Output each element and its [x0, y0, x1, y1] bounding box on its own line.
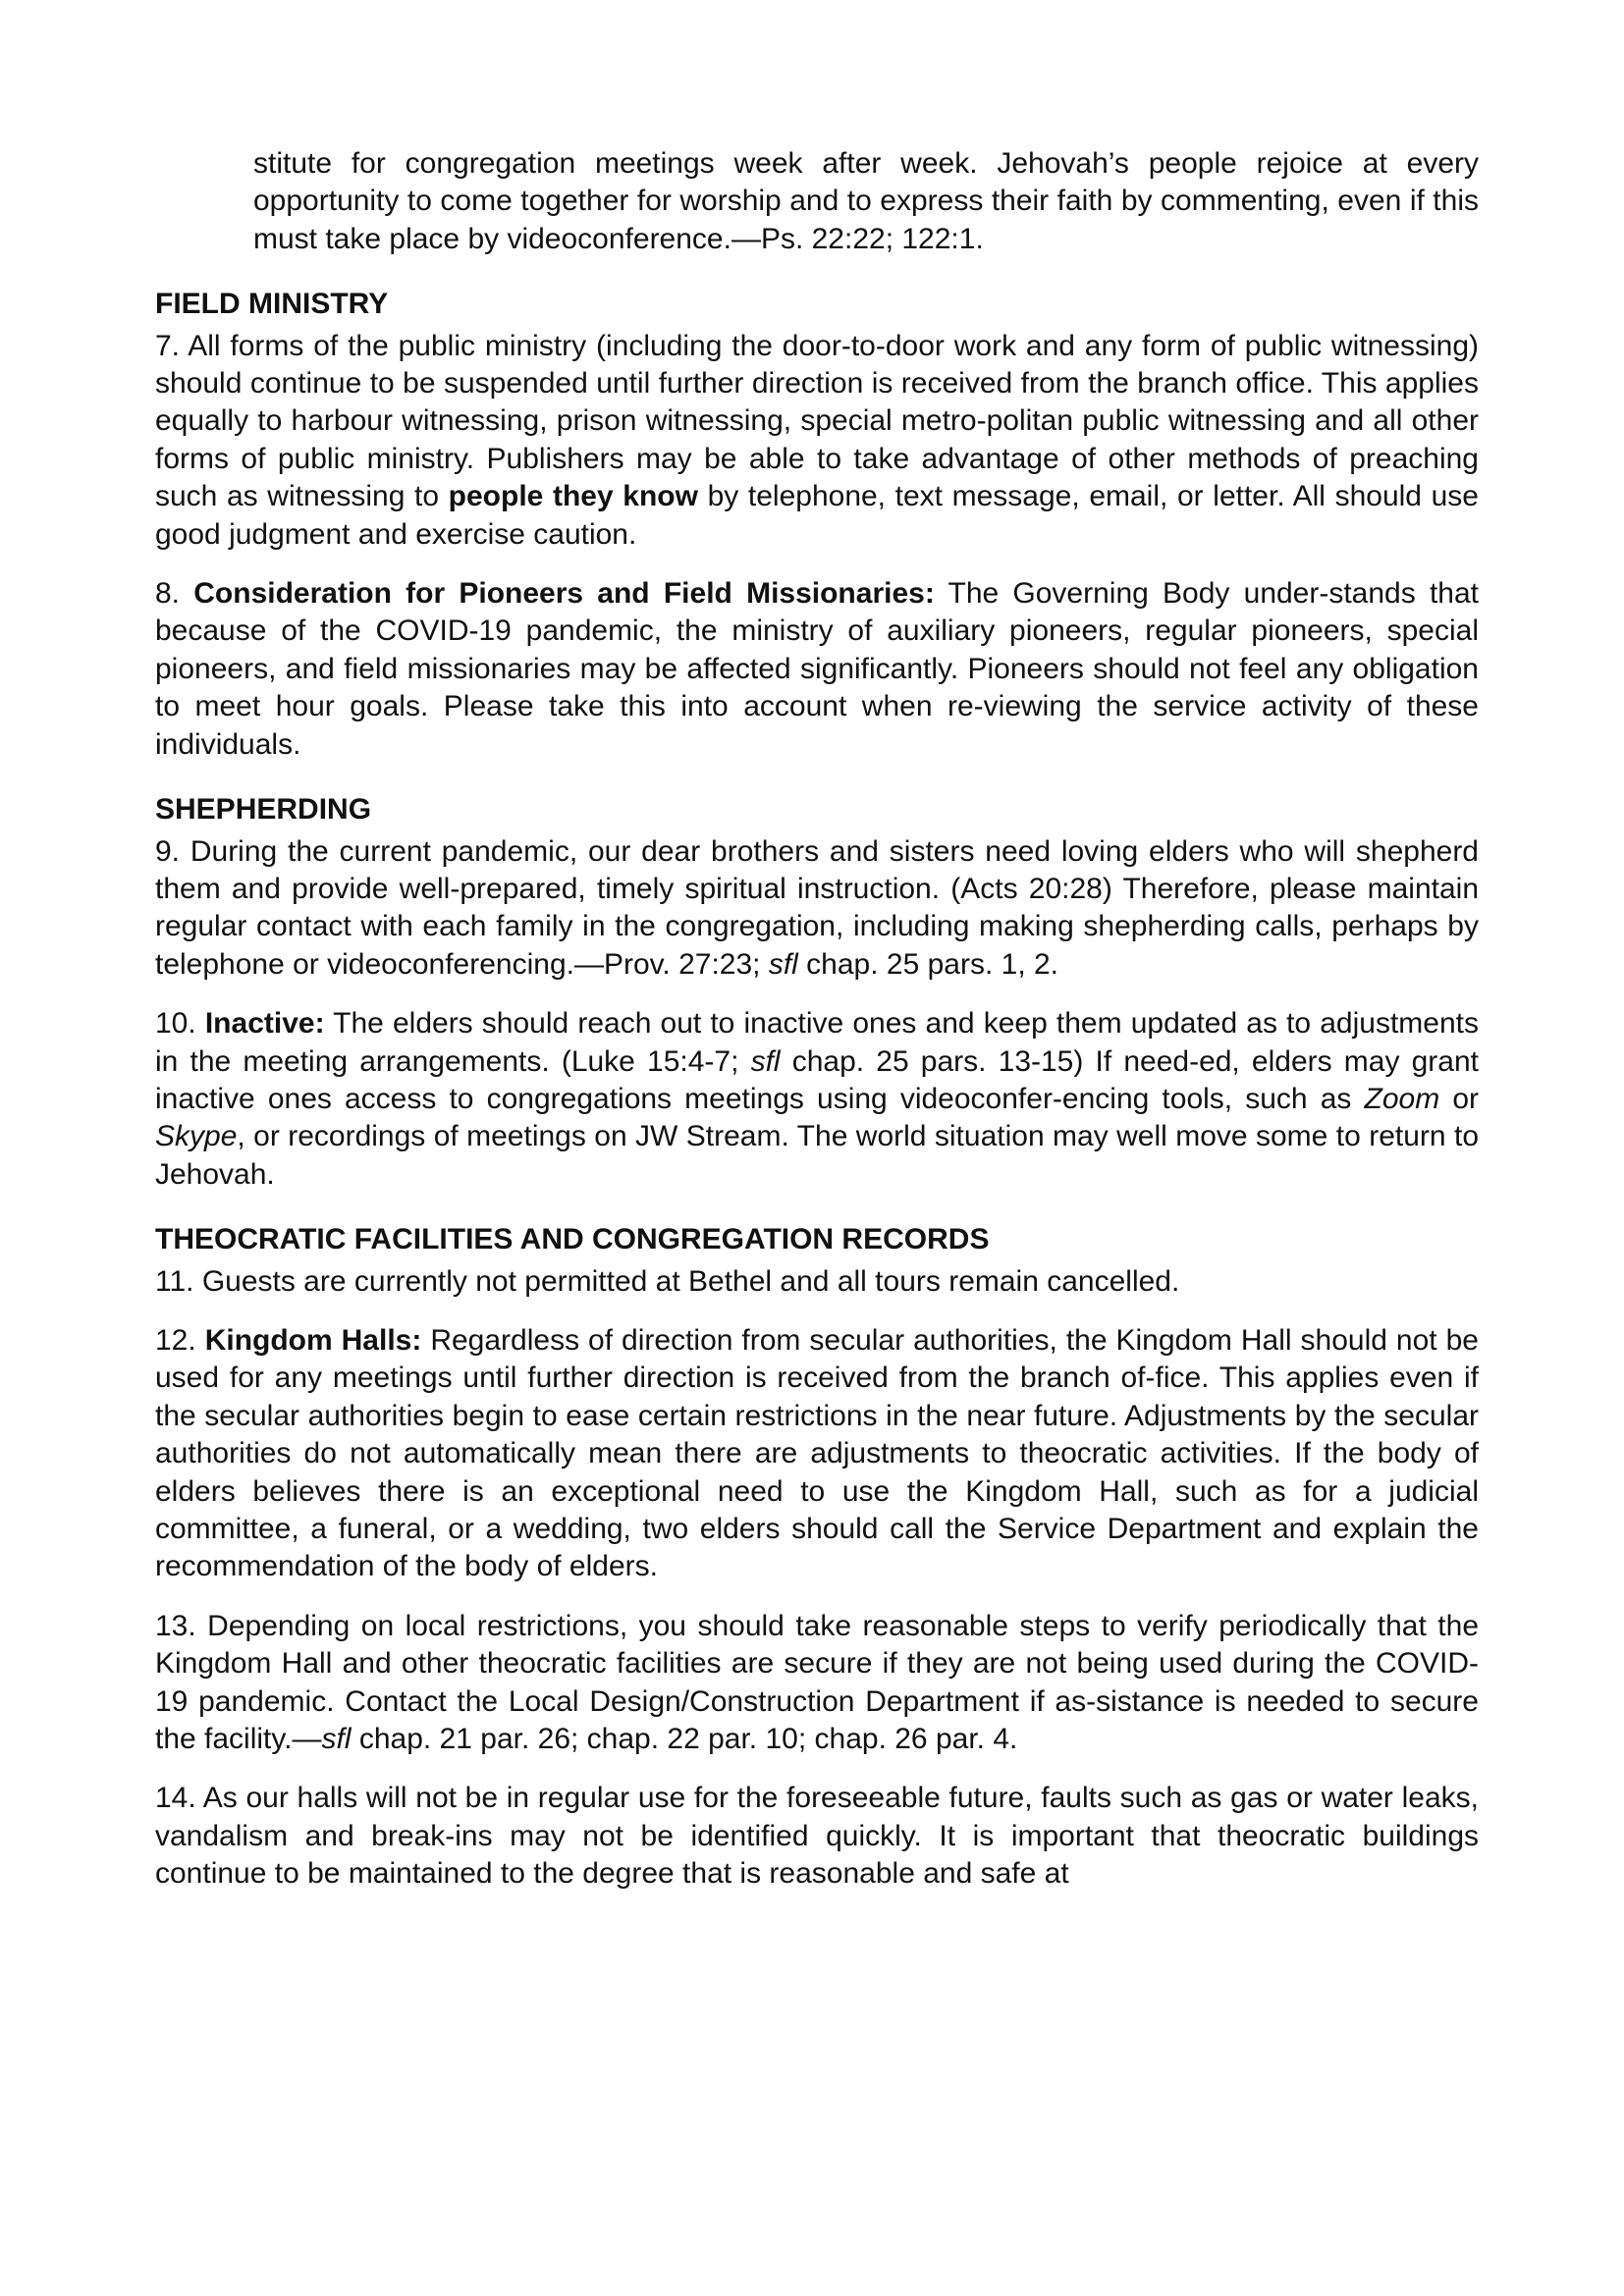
paragraph-13	[155, 1608, 1479, 1759]
paragraph-10-text-4: , or recordings of meetings on JW Stream. The world situation may well move some to return to Jehovah.	[155, 1120, 1479, 1191]
paragraph-12-number: 12.	[155, 1323, 205, 1357]
paragraph-11: 11. Guests are currently not permitted at Bethel and all tours remain cancelled.	[155, 1264, 1180, 1298]
heading-facilities: THEOCRATIC FACILITIES AND CONGREGATION RECORDS	[155, 1223, 990, 1256]
heading-field-ministry: FIELD MINISTRY	[155, 288, 389, 321]
paragraph-8	[155, 575, 1479, 764]
paragraph-10	[155, 1005, 1479, 1194]
paragraph-8-number: 8.	[155, 577, 194, 611]
document-page	[155, 145, 1479, 1915]
paragraph-14: 14. As our halls will not be in regular use for the foreseeable future, faults such as gas or water leaks, vandalism and break-ins may not be identified quickly. It is important that theocratic buildings continue to be maintained to the degree that is reasonable and safe at	[155, 1782, 1479, 1891]
paragraph-13-text: 13. Depending on local restrictions, you should take reasonable steps to verify periodically that the Kingdom Hall and other theocratic facilities are secure if they are not being used during the COVID-19 pandemic. Contact the Local Design/Construction Department if as-sistance is needed to secure the facility.—	[155, 1609, 1479, 1756]
paragraph-10-title: Inactive:	[204, 1007, 325, 1041]
paragraph-13-ref: sfl	[321, 1723, 352, 1756]
paragraph-7-bold: people they know	[448, 480, 698, 513]
paragraph-7-text-end: by telephone, text message, email, or letter. All should use good judgment and exercise caution.	[155, 480, 1479, 551]
heading-shepherding: SHEPHERDING	[155, 793, 372, 827]
paragraph-10-zoom: Zoom	[1364, 1082, 1440, 1115]
paragraph-13-text-end: chap. 21 par. 26; chap. 22 par. 10; chap. 26 par. 4.	[351, 1723, 1018, 1756]
paragraph-10-text-3: or	[1439, 1082, 1480, 1115]
paragraph-12	[155, 1322, 1479, 1586]
paragraph-10-number: 10.	[155, 1007, 205, 1041]
paragraph-12-text: Regardless of direction from secular authorities, the Kingdom Hall should not be used for any meetings until further direction is received from the branch of-fice. This applies even if the secular authorities begin to ease certain restrictions in the near future. Adjustments by the secular authorities do not automatically mean there are adjustments to theocratic activities. If the body of elders believes there is an exceptional need to use the Kingdom Hall, such as for a judicial committee, a funeral, or a wedding, two elders should call the Service Department and explain the recommendation of the body of elders.	[155, 1323, 1479, 1583]
paragraph-10-skype: Skype	[155, 1120, 238, 1153]
paragraph-7	[155, 328, 1479, 554]
paragraph-9	[155, 833, 1479, 985]
paragraph-9-ref: sfl	[768, 947, 798, 981]
paragraph-10-text-1: The elders should reach out to inactive ones and keep them updated as to adjustments in the meeting arrangements. (Luke 15:4-7;	[155, 1007, 1479, 1078]
continuation-paragraph: stitute for congregation meetings week after week. Jehovah’s people rejoice at every opportunity to come together for worship and to express their faith by commenting, even if this must take place by videoconference.—Ps. 22:22; 122:1.	[253, 147, 1479, 255]
paragraph-8-title: Consideration for Pioneers and Field Missionaries:	[193, 577, 935, 611]
paragraph-9-text: 9. During the current pandemic, our dear brothers and sisters need loving elders who will shepherd them and provide well-prepared, timely spiritual instruction. (Acts 20:28) Therefore, please maintain regular contact with each family in the congregation, including making shepherding calls, perhaps by telephone or videoconferencing.—Prov. 27:23;	[155, 834, 1479, 981]
paragraph-10-text-2: chap. 25 pars. 13-15) If need-ed, elders may grant inactive ones access to congregations meetings using videoconfer-encing tools, such as	[155, 1044, 1479, 1115]
paragraph-9-text-end: chap. 25 pars. 1, 2.	[797, 947, 1059, 981]
paragraph-8-text: The Governing Body under-stands that because of the COVID-19 pandemic, the ministry of auxiliary pioneers, regular pioneers, special pioneers, and field missionaries may be affected significantly. Pioneers should not feel any obligation to meet hour goals. Please take this into account when re-viewing the service activity of these individuals.	[155, 577, 1479, 761]
paragraph-10-ref: sfl	[750, 1044, 781, 1078]
paragraph-7-text: 7. All forms of the public ministry (including the door-to-door work and any form of public witnessing) should continue to be suspended until further direction is received from the branch office. This applies equally to harbour witnessing, prison witnessing, special metro-politan public witnessing and all other forms of public ministry. Publishers may be able to take advantage of other methods of preaching such as witnessing to	[155, 329, 1479, 513]
paragraph-12-title: Kingdom Halls:	[204, 1323, 422, 1357]
